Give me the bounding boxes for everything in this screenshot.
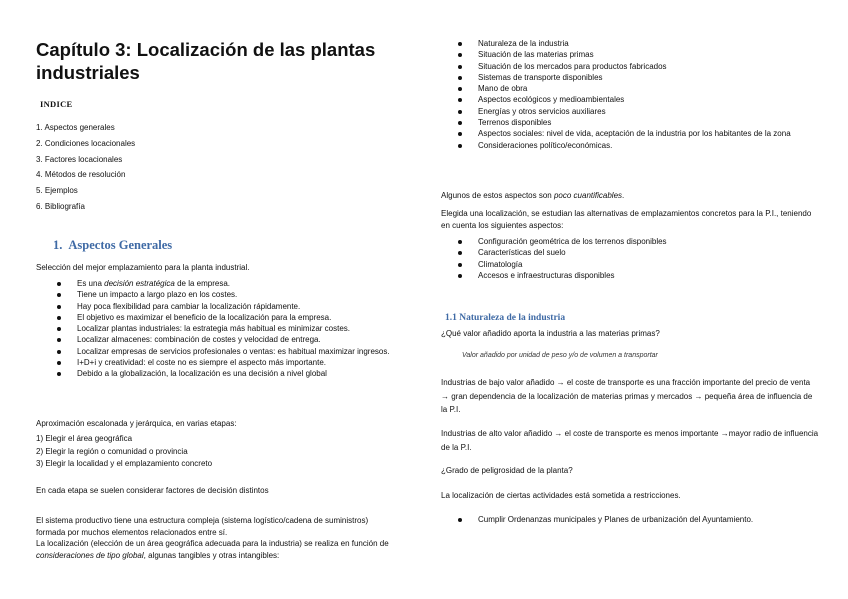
list-item: 1) Elegir el área geográfica bbox=[36, 434, 133, 443]
bullet-icon bbox=[57, 361, 61, 365]
bullet-icon bbox=[57, 305, 61, 309]
bullet-icon bbox=[458, 121, 462, 125]
list-item: Sistemas de transporte disponibles bbox=[455, 72, 819, 83]
restrictions-text: La localización de ciertas actividades está sometida a restricciones. bbox=[441, 491, 681, 500]
section-1-1-heading: 1.1 Naturaleza de la industria bbox=[445, 313, 566, 323]
section-1-number: 1. bbox=[53, 238, 63, 252]
site-aspects-list bbox=[455, 236, 819, 281]
list-item: Consideraciones político/económicas. bbox=[455, 140, 819, 151]
high-value-text: Industrias de alto valor añadido → el coste de transporte es menos importante →mayor radio de influencia de la P.I. bbox=[441, 429, 819, 452]
stage-text: En cada etapa se suelen considerar factores de decisión distintos bbox=[36, 486, 269, 495]
value-added-definition: Valor añadido por unidad de peso y/o de volumen a transportar bbox=[462, 352, 658, 359]
list-item: Configuración geométrica de los terrenos disponibles bbox=[455, 236, 819, 247]
bullet-icon bbox=[458, 87, 462, 91]
list-item: Naturaleza de la industria bbox=[455, 38, 819, 49]
section-1-intro: Selección del mejor emplazamiento para la planta industrial. bbox=[36, 263, 250, 272]
bullet-icon bbox=[458, 251, 462, 255]
bullet-icon bbox=[458, 76, 462, 80]
value-added-question: ¿Qué valor añadido aporta la industria a las materias primas? bbox=[441, 329, 660, 338]
bullet-icon bbox=[458, 98, 462, 102]
location-factors-list bbox=[455, 38, 819, 151]
bullet-icon bbox=[57, 316, 61, 320]
bullet-icon bbox=[458, 240, 462, 244]
bullet-icon bbox=[458, 518, 462, 522]
list-item: Localizar almacenes: combinación de costes y velocidad de entrega. bbox=[54, 334, 410, 345]
approach-text: Aproximación escalonada y jerárquica, en varias etapas: bbox=[36, 419, 237, 428]
list-item: 2) Elegir la región o comunidad o provincia bbox=[36, 446, 188, 456]
bullet-icon bbox=[458, 110, 462, 114]
list-item: Cumplir Ordenanzas municipales y Planes de urbanización del Ayuntamiento. bbox=[455, 514, 819, 525]
danger-question: ¿Grado de peligrosidad de la planta? bbox=[441, 466, 573, 475]
bullet-icon bbox=[57, 327, 61, 331]
list-item: Situación de los mercados para productos fabricados bbox=[455, 61, 819, 72]
bullet-icon bbox=[57, 372, 61, 376]
system-text: El sistema productivo tiene una estructura compleja (sistema logístico/cadena de suministros) formada por muchos elementos relacionados entre sí. bbox=[36, 516, 369, 537]
bullet-icon bbox=[57, 338, 61, 342]
bullet-icon bbox=[57, 282, 61, 286]
list-item: 3) Elegir la localidad y el emplazamiento concreto bbox=[36, 459, 213, 469]
restrictions-list bbox=[455, 514, 819, 525]
list-item: Localizar empresas de servicios profesionales o ventas: es habitual maximizar ingresos. bbox=[54, 346, 410, 357]
list-item: Climatología bbox=[455, 259, 819, 270]
bullet-icon bbox=[458, 274, 462, 278]
toc-item: 1. Aspectos generales bbox=[36, 123, 115, 132]
bullet-icon bbox=[57, 293, 61, 297]
list-item: Aspectos ecológicos y medioambientales bbox=[455, 94, 819, 105]
chosen-location-text: Elegida una localización, se estudian las alternativas de emplazamientos concretos para la P.I., teniendo en cuenta los siguientes aspectos: bbox=[441, 209, 812, 230]
bullet-icon bbox=[458, 42, 462, 46]
approach-steps bbox=[36, 433, 212, 471]
index-heading: INDICE bbox=[40, 99, 73, 109]
bullet-icon bbox=[458, 65, 462, 69]
list-item: Situación de las materias primas bbox=[455, 49, 819, 60]
list-item: Características del suelo bbox=[455, 247, 819, 258]
chapter-title: Capítulo 3: Localización de las plantas industriales bbox=[36, 39, 376, 83]
bullet-icon bbox=[57, 350, 61, 354]
toc-item: 3. Factores locacionales bbox=[36, 154, 123, 164]
section-1-bullets bbox=[54, 278, 410, 380]
list-item: El objetivo es maximizar el beneficio de la localización para la empresa. bbox=[54, 312, 410, 323]
list-item: Tiene un impacto a largo plazo en los costes. bbox=[54, 289, 410, 300]
bullet-icon bbox=[458, 263, 462, 267]
localization-text: La localización (elección de un área geográfica adecuada para la industria) se realiza en función de consideraciones de tipo global, algunas tangibles y otras intangibles: bbox=[36, 539, 389, 560]
toc-item: 4. Métodos de resolución bbox=[36, 170, 126, 180]
bullet-icon bbox=[458, 53, 462, 57]
section-1-title: Aspectos Generales bbox=[68, 238, 173, 252]
list-item: Energías y otros servicios auxiliares bbox=[455, 106, 819, 117]
quantifiable-text: Algunos de estos aspectos son poco cuantificables. bbox=[441, 191, 625, 200]
toc-item: 6. Bibliografía bbox=[36, 201, 85, 211]
section-1-heading bbox=[53, 238, 172, 253]
list-item: Accesos e infraestructuras disponibles bbox=[455, 270, 819, 281]
bullet-icon bbox=[458, 132, 462, 136]
toc-item: 2. Condiciones locacionales bbox=[36, 138, 136, 148]
list-item: Hay poca flexibilidad para cambiar la localización rápidamente. bbox=[54, 301, 410, 312]
list-item: Es una decisión estratégica de la empresa. bbox=[54, 278, 410, 289]
list-item: Localizar plantas industriales: la estrategia más habitual es minimizar costes. bbox=[54, 323, 410, 334]
table-of-contents bbox=[36, 120, 135, 215]
list-item: Debido a la globalización, la localización es una decisión a nivel global bbox=[54, 368, 410, 379]
list-item: I+D+i y creatividad: el coste no es siempre el aspecto más importante. bbox=[54, 357, 410, 368]
low-value-text: Industrias de bajo valor añadido → el coste de transporte es una fracción importante del precio de venta → gran dependencia de la localización de materias primas y mercados → pequeña área de influencia de la P.I. bbox=[441, 378, 813, 414]
list-item: Aspectos sociales: nivel de vida, aceptación de la industria por los habitantes de la zona bbox=[455, 128, 819, 139]
toc-item: 5. Ejemplos bbox=[36, 186, 78, 196]
bullet-icon bbox=[458, 144, 462, 148]
list-item: Terrenos disponibles bbox=[455, 117, 819, 128]
list-item: Mano de obra bbox=[455, 83, 819, 94]
